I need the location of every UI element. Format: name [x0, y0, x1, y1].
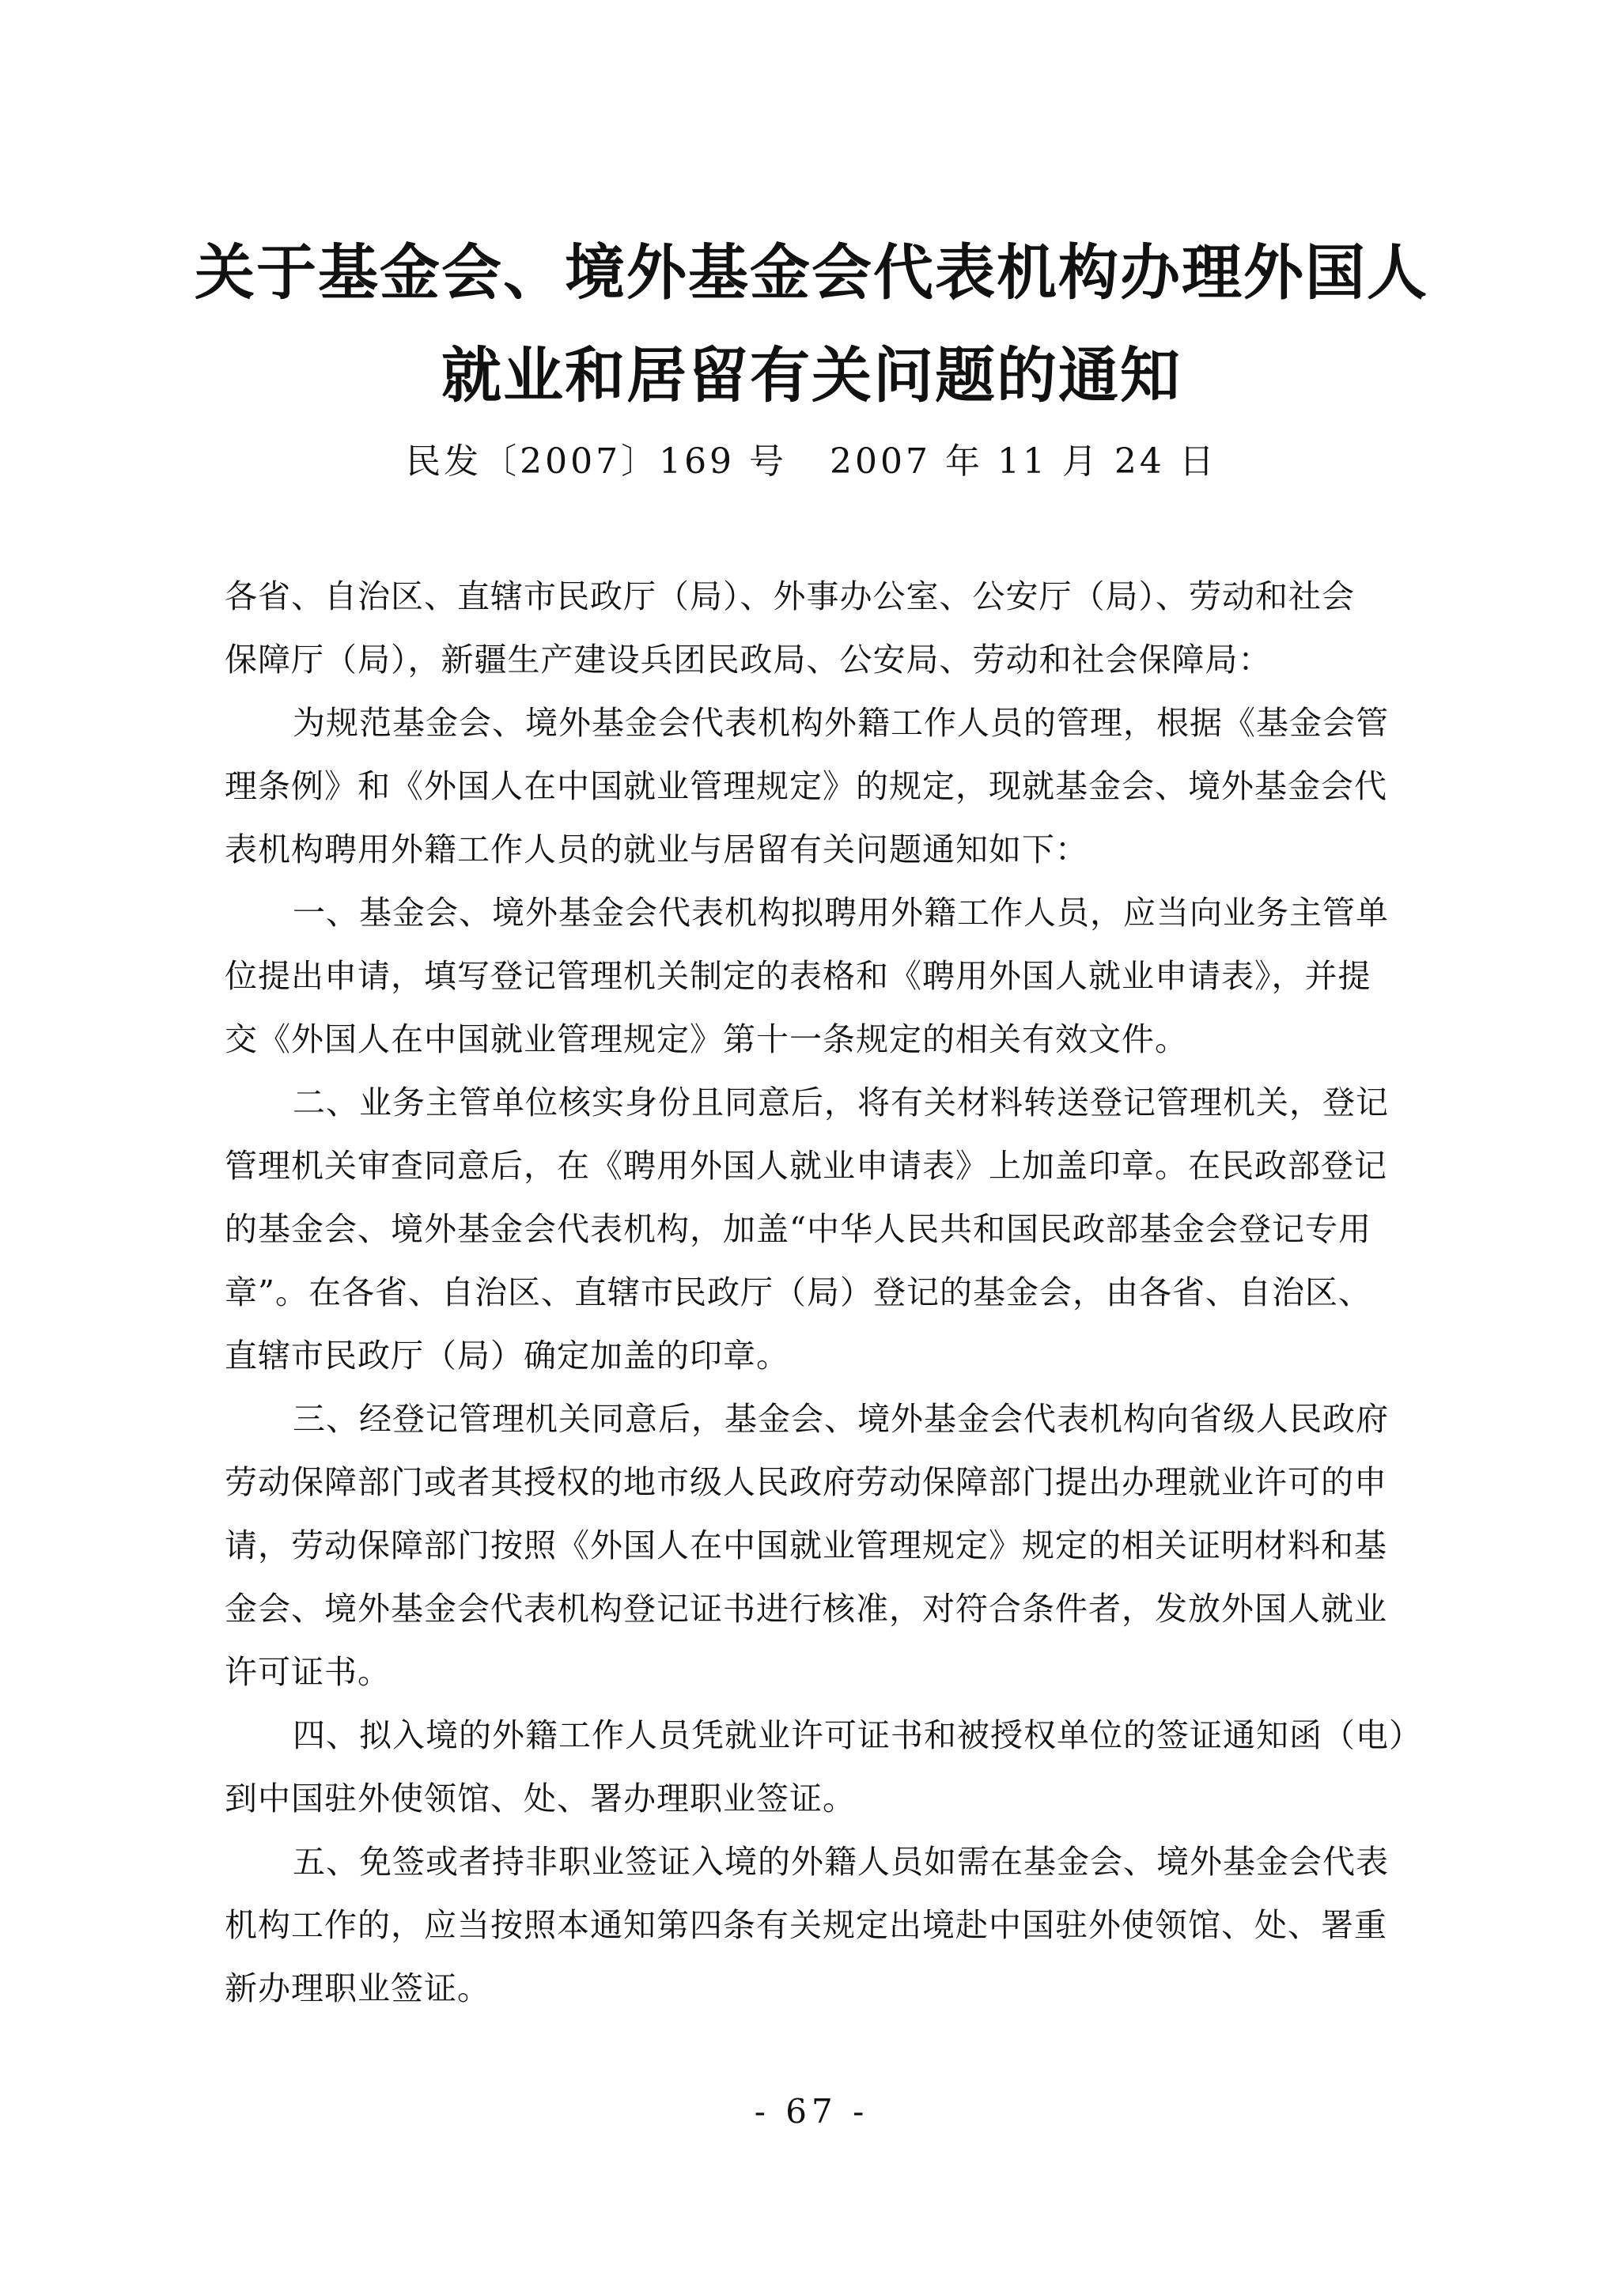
document-body — [225, 565, 1422, 2020]
body-line: 位提出申请，填写登记管理机关制定的表格和《聘用外国人就业申请表》，并提 — [225, 957, 1371, 995]
document-title-line-1: 关于基金会、境外基金会代表机构办理外国人 — [195, 237, 1428, 308]
body-line: 一、基金会、境外基金会代表机构拟聘用外籍工作人员，应当向业务主管单 — [293, 894, 1389, 932]
body-line: 管理机关审查同意后，在《聘用外国人就业申请表》上加盖印章。在民政部登记 — [225, 1147, 1387, 1185]
body-line: 二、业务主管单位核实身份且同意后，将有关材料转送登记管理机关，登记 — [293, 1084, 1389, 1122]
body-line: 五、免签或者持非职业签证入境的外籍人员如需在基金会、境外基金会代表 — [293, 1843, 1389, 1881]
body-line: 新办理职业签证。 — [225, 1969, 490, 2007]
document-number-and-date: 民发〔2007〕169 号 2007 年 11 月 24 日 — [406, 441, 1217, 482]
body-line: 请，劳动保障部门按照《外国人在中国就业管理规定》规定的相关证明材料和基 — [225, 1526, 1387, 1564]
body-line: 交《外国人在中国就业管理规定》第十一条规定的相关有效文件。 — [225, 1020, 1188, 1058]
page-number: - 67 - — [754, 2092, 869, 2131]
body-line: 三、经登记管理机关同意后，基金会、境外基金会代表机构向省级人民政府 — [293, 1400, 1389, 1438]
body-line: 许可证书。 — [225, 1653, 391, 1691]
body-line: 保障厅（局），新疆生产建设兵团民政局、公安局、劳动和社会保障局： — [225, 641, 1272, 679]
body-line: 四、拟入境的外籍工作人员凭就业许可证书和被授权单位的签证通知函（电） — [293, 1716, 1422, 1754]
body-line: 到中国驻外使领馆、处、署办理职业签证。 — [225, 1780, 856, 1818]
body-line: 表机构聘用外籍工作人员的就业与居留有关问题通知如下： — [225, 830, 1088, 868]
body-line: 各省、自治区、直辖市民政厅（局）、外事办公室、公安厅（局）、劳动和社会 — [225, 577, 1355, 615]
body-line: 劳动保障部门或者其授权的地市级人民政府劳动保障部门提出办理就业许可的申 — [225, 1463, 1387, 1501]
document-title-line-2: 就业和居留有关问题的通知 — [441, 340, 1182, 410]
body-line: 金会、境外基金会代表机构登记证书进行核准，对符合条件者，发放外国人就业 — [225, 1590, 1387, 1628]
body-line: 的基金会、境外基金会代表机构，加盖“中华人民共和国民政部基金会登记专用 — [225, 1210, 1371, 1248]
body-line: 为规范基金会、境外基金会代表机构外籍工作人员的管理，根据《基金会管 — [293, 704, 1389, 742]
body-line: 理条例》和《外国人在中国就业管理规定》的规定，现就基金会、境外基金会代 — [225, 767, 1387, 805]
body-line: 章”。在各省、自治区、直辖市民政厅（局）登记的基金会，由各省、自治区、 — [225, 1273, 1371, 1311]
body-line: 直辖市民政厅（局）确定加盖的印章。 — [225, 1337, 789, 1375]
body-line: 机构工作的，应当按照本通知第四条有关规定出境赴中国驻外使领馆、处、署重 — [225, 1906, 1387, 1944]
